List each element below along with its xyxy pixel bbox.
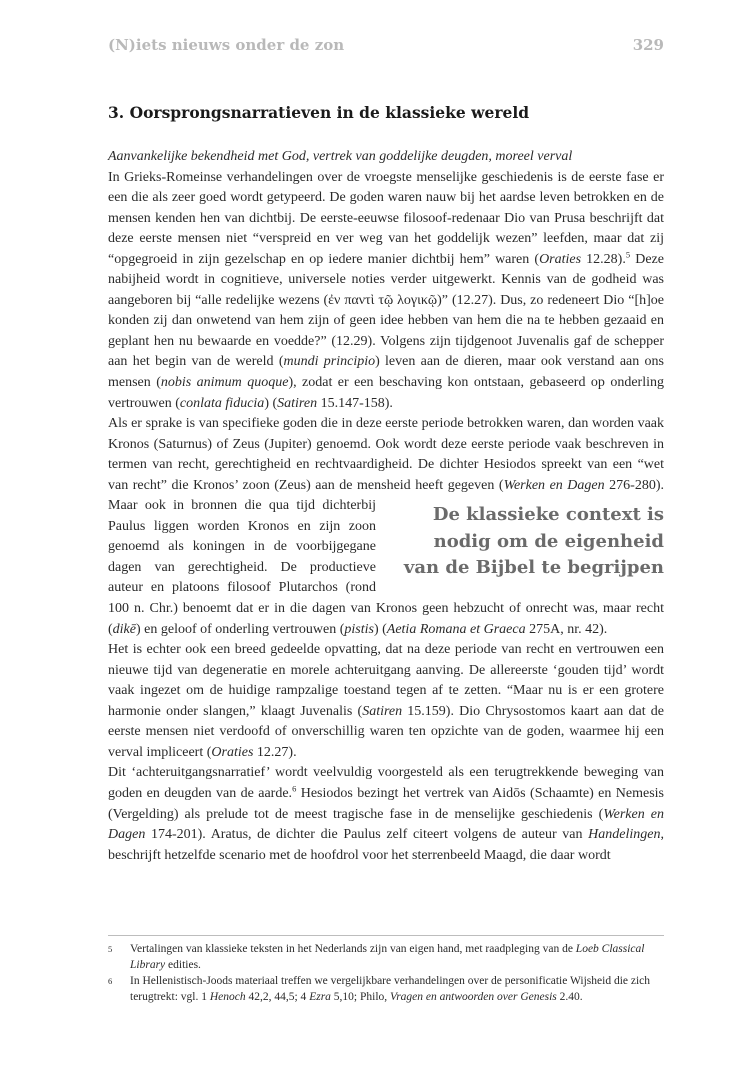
paragraph-3 xyxy=(108,640,664,763)
text-run: Hesiodos bezingt het vertrek van Aidōs (Schaamte) en Nemesis (Vergelding) als prelude tot de meest tragische fase in de menselijke geschiedenis ( xyxy=(108,785,664,822)
text-run: ) leven aan de dieren, maar ook verstand aan ons mensen ( xyxy=(108,354,664,391)
text-run: , beschrijft hetzelfde scenario met de hoofdrol voor het sterrenbeeld Maagd, die daar wordt xyxy=(108,827,664,863)
text-run: Dit ‘achteruitgangsnarratief’ wordt veelvuldig voorgesteld als een terugtrekkende beweging van goden en deugden van de aarde. xyxy=(108,765,664,801)
footnote xyxy=(108,942,664,973)
citation: Satiren xyxy=(277,395,318,411)
text-run: 12.28). xyxy=(581,251,626,267)
footnote-number: 6 xyxy=(108,976,113,986)
text-run: Als er sprake is van specifieke goden die in deze eerste periode betrokken waren, dan worden vaak Kronos (Saturnus) of Zeus (Jupiter) genoemd. Ook wordt deze eerste periode vaak beschreven in termen van recht, gerechtigheid en rechtvaardigheid. De dichter Hesiodos spreekt van een “wet van recht” die Kronos’ zoon (Zeus) aan de mensheid heeft gegeven ( xyxy=(108,416,664,493)
running-header xyxy=(108,36,664,54)
body-text xyxy=(108,147,664,866)
text-run: ) ( xyxy=(373,621,387,637)
latin-term: conlata fiducia xyxy=(179,395,265,411)
page-number: 329 xyxy=(632,36,664,54)
citation: Satiren xyxy=(362,703,403,719)
text-run: Vertalingen van klassieke teksten in het Nederlands zijn van eigen hand, met raadpleging van de xyxy=(130,943,576,955)
text-run: 276-280). Maar ook in bronnen die qua tijd dichterbij Paulus liggen worden Kronos en zijn zoon genoemd als koningen in de voorbijgegane dagen van gerechtigheid. De productieve auteur en platoons filosoof Plutarchos (rond 100 n. Chr.) benoemt dat er in die dagen van Kronos geen hebzucht of onrecht was, maar recht ( xyxy=(108,477,664,637)
latin-term: nobis animum quoque xyxy=(160,375,289,391)
text-run: ) ( xyxy=(264,395,278,411)
text-run: 174-201). Aratus, de dichter die Paulus zelf citeert volgens de auteur van xyxy=(145,827,589,843)
citation: Oraties xyxy=(211,744,254,760)
text-run: 5,10; Philo, xyxy=(330,990,391,1003)
pull-quote: De klassieke context is nodig om de eigenheid van de Bijbel te begrijpen xyxy=(403,504,664,579)
footnote xyxy=(108,974,664,1005)
text-run: In Hellenistisch-Joods materiaal treffen we vergelijkbare verhandelingen over de personificatie Wijsheid die zich terugtrekt: vgl. 1 xyxy=(130,975,651,1003)
subheading: Aanvankelijke bekendheid met God, vertrek van goddelijke deugden, moreel verval xyxy=(108,149,573,164)
running-title: (N)iets nieuws onder de zon xyxy=(108,36,345,54)
text-run: 15.147-158). xyxy=(317,395,393,411)
section-title: 3. Oorsprongsnarratieven in de klassieke wereld xyxy=(108,103,530,122)
latin-term: mundi principio xyxy=(283,354,376,370)
text-run: 12.27). xyxy=(253,744,297,760)
text-run: 15.159). Dio Chrysostomos kaart aan dat de eerste mensen niet verdoofd of onverschillig waren ten opzichte van de goden, waarmee hij een verval impliceert ( xyxy=(108,703,664,760)
citation: Ezra xyxy=(309,990,331,1003)
text-run: ) en geloof of onderling vertrouwen ( xyxy=(136,621,345,637)
text-run: Deze nabijheid wordt in cognitieve, universele noties verder uitgewerkt. Kennis van de godheid was aangeboren bij “alle redelijke wezens (ἐν παντὶ τῷ λογικῷ)” (12.27). Dus, zo redeneert Dio “[h]oe konden zij dan onwetend van hem zijn of geen idee hebben van hem die na te hebben gezaaid en geplant hen nu bewaarde en voedde?” (12.29). Volgens zijn tijdgenoot Juvenalis gaf de schepper aan het begin van de wereld ( xyxy=(108,251,664,370)
citation: Aetia Romana et Graeca xyxy=(386,621,526,637)
citation: Loeb Classical Library xyxy=(130,943,645,971)
footnote-number: 5 xyxy=(108,944,113,954)
text-run: 42,2, 44,5; 4 xyxy=(245,990,310,1003)
text-run: 275A, nr. 42). xyxy=(525,621,608,637)
citation: Werken en Dagen xyxy=(503,477,605,493)
greek-term: dikē xyxy=(112,621,136,637)
text-run: 2.40. xyxy=(556,990,583,1003)
citation: Vragen en antwoorden over Genesis xyxy=(390,990,557,1003)
paragraph-2 xyxy=(108,414,664,640)
greek-term: pistis xyxy=(344,621,374,637)
footnote-ref[interactable]: 6 xyxy=(292,783,297,794)
citation: Oraties xyxy=(539,251,582,267)
text-run: Het is echter ook een breed gedeelde opvatting, dat na deze periode van recht en vertrouwen een nieuwe tijd van degeneratie en morele achteruitgang aanving. De allereerste ‘gouden tijd’ wordt vaak ingezet om de huidige rampzalige toestand tegen af te zetten. “Maar nu is er een grotere harmonie onder slangen,” klaagt Juvenalis ( xyxy=(108,642,664,719)
citation: Henoch xyxy=(209,990,246,1003)
footnotes xyxy=(108,935,664,1006)
text-run: ), zodat er een beschaving kon ontstaan, gebaseerd op onderling vertrouwen ( xyxy=(108,375,664,411)
text-run: In Grieks-Romeinse verhandelingen over de vroegste menselijke geschiedenis is de eerste fase er een die als zeer goed wordt getypeerd. De goden waren nauw bij het aardse leven betrokken en de mensen kenden hen van dichtbij. De eerste-eeuwse filosoof-redenaar Dio van Prusa beschrijft dat deze eerste mensen niet “verspreid en ver weg van het goddelijk wezen” leefden, maar dat zij “opgegroeid in zijn gezelschap en op iedere manier dichtbij hem” waren ( xyxy=(108,169,664,267)
text-run: edities. xyxy=(165,958,201,971)
citation: Handelingen xyxy=(588,827,661,843)
paragraph-1 xyxy=(108,168,664,415)
paragraph-4 xyxy=(108,763,664,866)
footnote-ref[interactable]: 5 xyxy=(625,249,631,260)
citation: Werken en Dagen xyxy=(108,806,664,843)
